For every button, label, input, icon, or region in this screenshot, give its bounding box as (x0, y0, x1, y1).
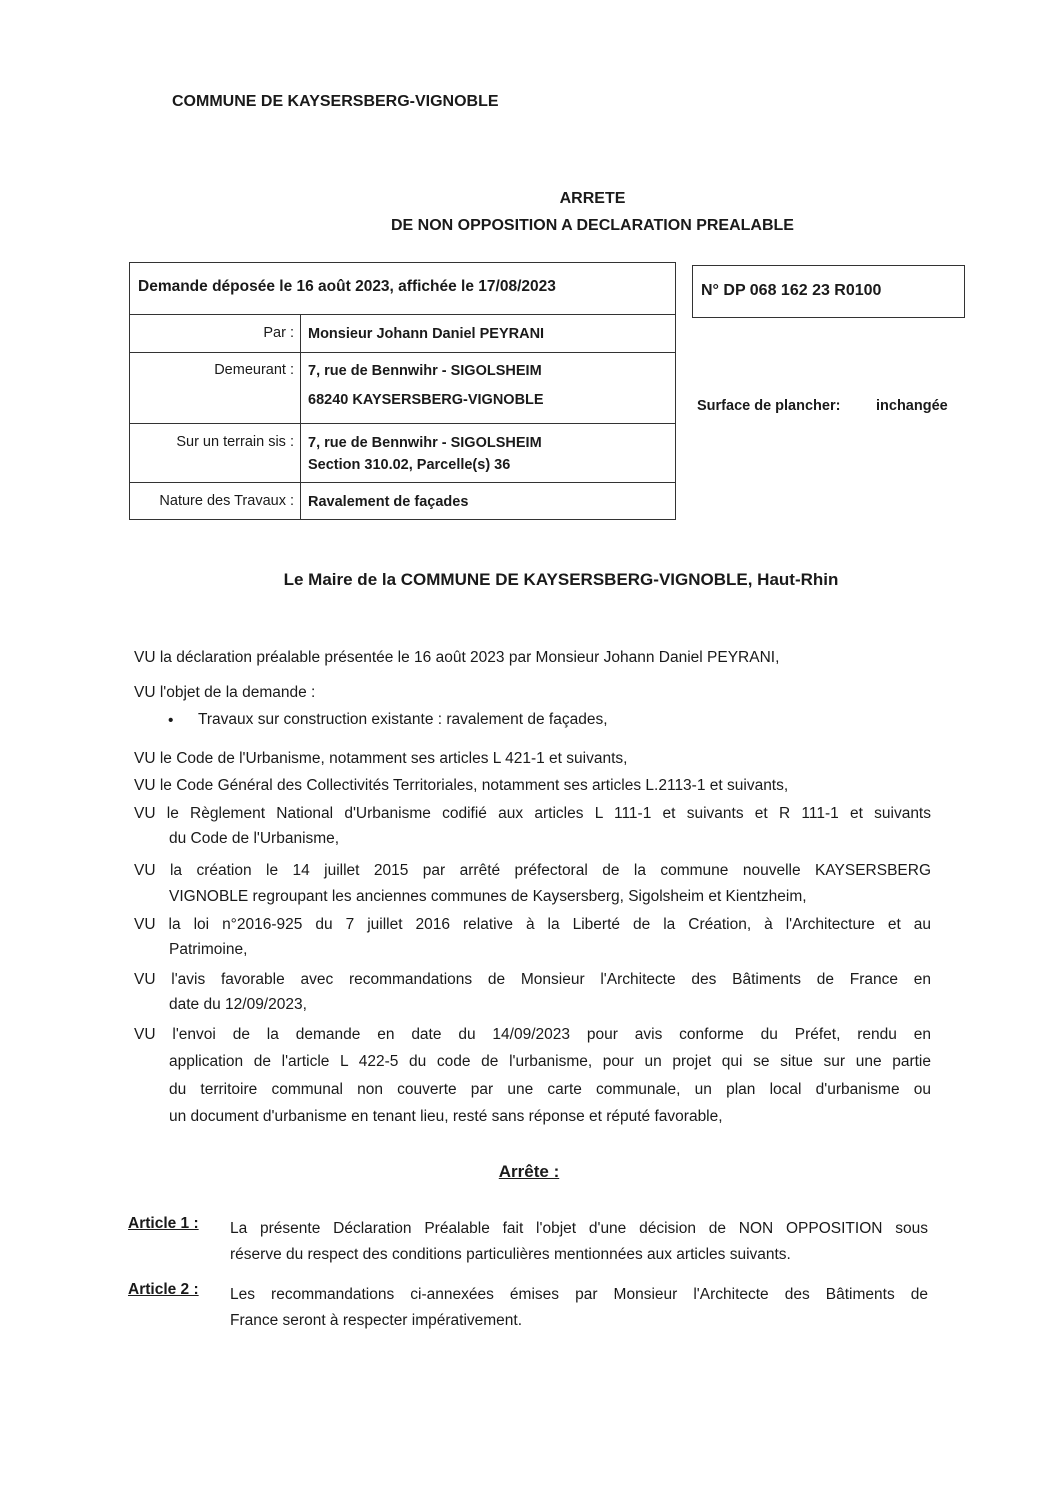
article-label: Article 1 : (128, 1215, 199, 1232)
vu-line-cont: du territoire communal non couverte par une carte communale, un plan local d'urbanisme ou (169, 1081, 931, 1098)
vu-line-cont: VIGNOBLE regroupant les anciennes communes de Kaysersberg, Sigolsheim et Kientzheim, (169, 888, 807, 905)
vu-line: VU le Code de l'Urbanisme, notamment ses articles L 421-1 et suivants, (134, 750, 628, 767)
row-label: Nature des Travaux : (159, 493, 294, 509)
row-label: Demeurant : (214, 362, 294, 378)
table-row (130, 424, 675, 483)
table-row (130, 483, 675, 520)
vu-line: VU la création le 14 juillet 2015 par arrêté préfectoral de la commune nouvelle KAYSERSBERG (134, 862, 931, 879)
vu-line: VU l'avis favorable avec recommandations de Monsieur l'Architecte des Bâtiments de France en (134, 971, 931, 988)
row-value-line2: 68240 KAYSERSBERG-VIGNOBLE (308, 392, 544, 408)
vu-line-cont: du Code de l'Urbanisme, (169, 830, 340, 847)
vu-line-cont: un document d'urbanisme en tenant lieu, resté sans réponse et réputé favorable, (169, 1108, 723, 1125)
bullet-text: Travaux sur construction existante : ravalement de façades, (198, 711, 608, 728)
vu-line-cont: Patrimoine, (169, 941, 248, 958)
vu-line: VU l'objet de la demande : (134, 684, 316, 701)
vu-line: VU la déclaration préalable présentée le 16 août 2023 par Monsieur Johann Daniel PEYRANI, (134, 649, 780, 666)
deposit-header (130, 263, 675, 315)
vu-line: VU la loi n°2016-925 du 7 juillet 2016 relative à la Liberté de la Création, à l'Architecture et au (134, 916, 931, 933)
deposit-text: Demande déposée le 16 août 2023, affichée le 17/08/2023 (138, 278, 556, 295)
table-row (130, 314, 675, 353)
request-info-table (129, 262, 676, 520)
vu-line: VU le Règlement National d'Urbanisme codifié aux articles L 111-1 et suivants et R 111-1 et suivants (134, 805, 931, 822)
vu-line: VU le Code Général des Collectivités Territoriales, notamment ses articles L.2113-1 et suivants, (134, 777, 789, 794)
row-value: Ravalement de façades (308, 494, 469, 510)
article-line: réserve du respect des conditions particulières mentionnées aux articles suivants. (230, 1246, 791, 1263)
row-label: Par : (263, 325, 294, 341)
surface-value: inchangée (876, 398, 948, 414)
article-text (230, 1216, 928, 1268)
commune-heading: COMMUNE DE KAYSERSBERG-VIGNOBLE (172, 93, 499, 110)
row-label: Sur un terrain sis : (176, 434, 294, 450)
article-line: La présente Déclaration Préalable fait l'objet d'une décision de NON OPPOSITION sous (230, 1220, 928, 1237)
article-line: Les recommandations ci-annexées émises par Monsieur l'Architecte des Bâtiments de (230, 1286, 928, 1303)
vu-line: VU l'envoi de la demande en date du 14/09/2023 pour avis conforme du Préfet, rendu en (134, 1026, 931, 1043)
surface-label: Surface de plancher: (697, 398, 841, 414)
article-text (230, 1282, 928, 1334)
bullet-icon: • (168, 712, 174, 729)
dp-number: N° DP 068 162 23 R0100 (701, 282, 882, 299)
document-subtitle: DE NON OPPOSITION A DECLARATION PREALABLE (391, 217, 794, 234)
document-title: ARRETE (559, 190, 626, 207)
row-value: 7, rue de Bennwihr - SIGOLSHEIM (308, 435, 542, 451)
row-value-line2: Section 310.02, Parcelle(s) 36 (308, 457, 511, 473)
table-row (130, 353, 675, 424)
row-value: Monsieur Johann Daniel PEYRANI (308, 326, 545, 342)
article-line: France seront à respecter impérativement. (230, 1312, 523, 1329)
dp-number-box (692, 265, 965, 318)
article-label: Article 2 : (128, 1281, 199, 1298)
maire-heading: Le Maire de la COMMUNE DE KAYSERSBERG-VIGNOBLE, Haut-Rhin (283, 570, 839, 589)
arrete-heading: Arrête : (498, 1162, 560, 1181)
vu-line-cont: date du 12/09/2023, (169, 996, 307, 1013)
row-value: 7, rue de Bennwihr - SIGOLSHEIM (308, 363, 542, 379)
vu-line-cont: application de l'article L 422-5 du code de l'urbanisme, pour un projet qui se situe sur une partie (169, 1053, 931, 1070)
